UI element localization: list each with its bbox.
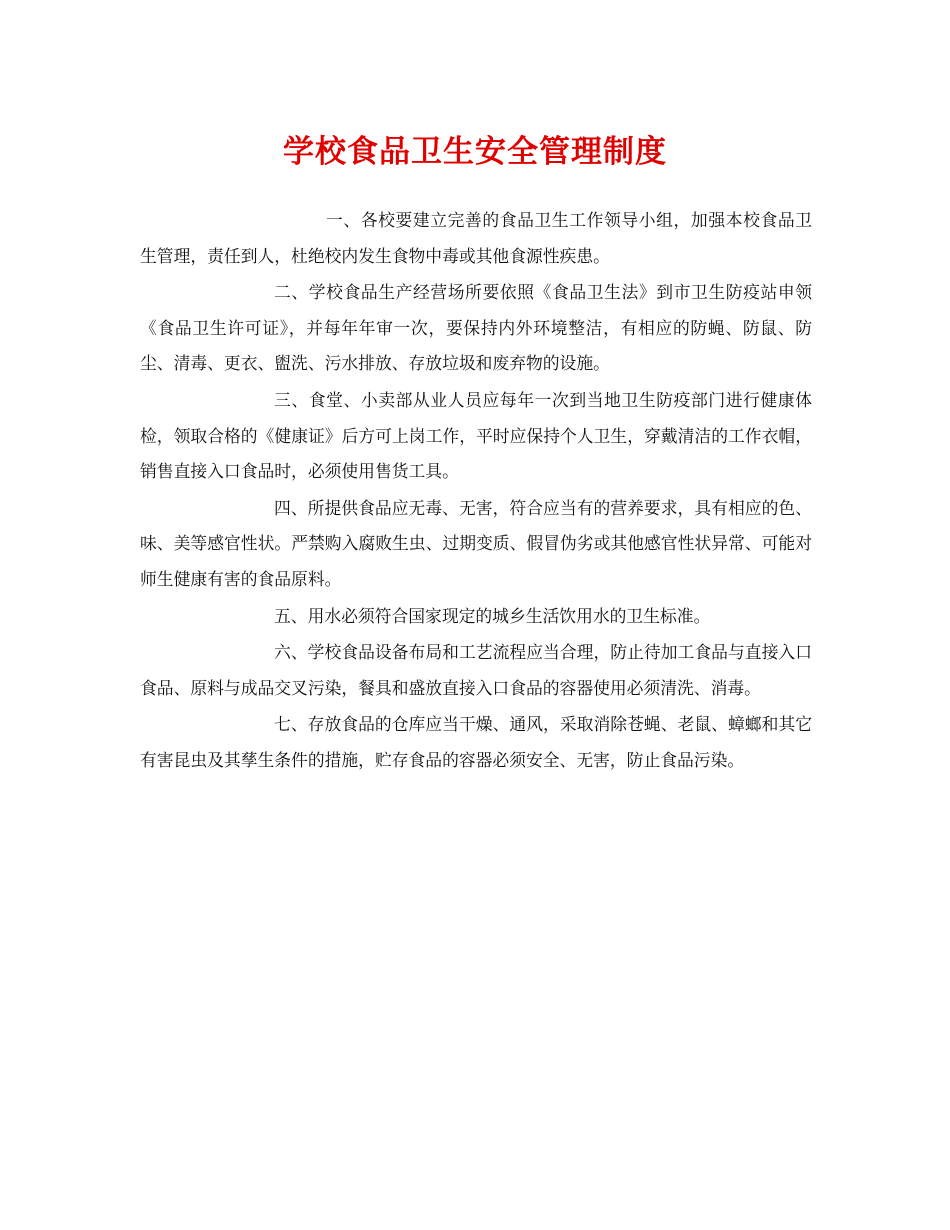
regulation-item-1: 一、各校要建立完善的食品卫生工作领导小组，加强本校食品卫生管理，责任到人，杜绝校内发生食物中毒或其他食源性疾患。: [140, 210, 812, 266]
regulation-item-7: 七、存放食品的仓库应当干燥、通风，采取消除苍蝇、老鼠、蟑螂和其它有害昆虫及其孳生条件的措施，贮存食品的容器必须安全、无害，防止食品污染。: [140, 714, 812, 770]
regulation-item-2: 二、学校食品生产经营场所要依照《食品卫生法》到市卫生防疫站申领《食品卫生许可证》，并每年年审一次，要保持内外环境整洁，有相应的防蝇、防鼠、防尘、清毒、更衣、盥洗、污水排放、存放垃圾和废弃物的设施。: [140, 282, 812, 374]
regulation-item-6: 六、学校食品设备布局和工艺流程应当合理，防止待加工食品与直接入口食品、原料与成品交叉污染，餐具和盛放直接入口食品的容器使用必须清洗、消毒。: [140, 642, 812, 698]
document-title: 学校食品卫生安全管理制度: [283, 134, 667, 170]
document-body: [140, 203, 812, 780]
regulation-item-4: 四、所提供食品应无毒、无害，符合应当有的营养要求，具有相应的色、味、美等感官性状。严禁购入腐败生虫、过期变质、假冒伪劣或其他感官性状异常、可能对师生健康有害的食品原料。: [140, 497, 812, 589]
regulation-item-5: 五、用水必须符合国家现定的城乡生活饮用水的卫生标准。: [274, 605, 711, 626]
regulation-item-3: 三、食堂、小卖部从业人员应每年一次到当地卫生防疫部门进行健康体检，领取合格的《健康证》后方可上岗工作，平时应保持个人卫生，穿戴清洁的工作衣帽，销售直接入口食品时，必须使用售货工具。: [140, 389, 812, 482]
